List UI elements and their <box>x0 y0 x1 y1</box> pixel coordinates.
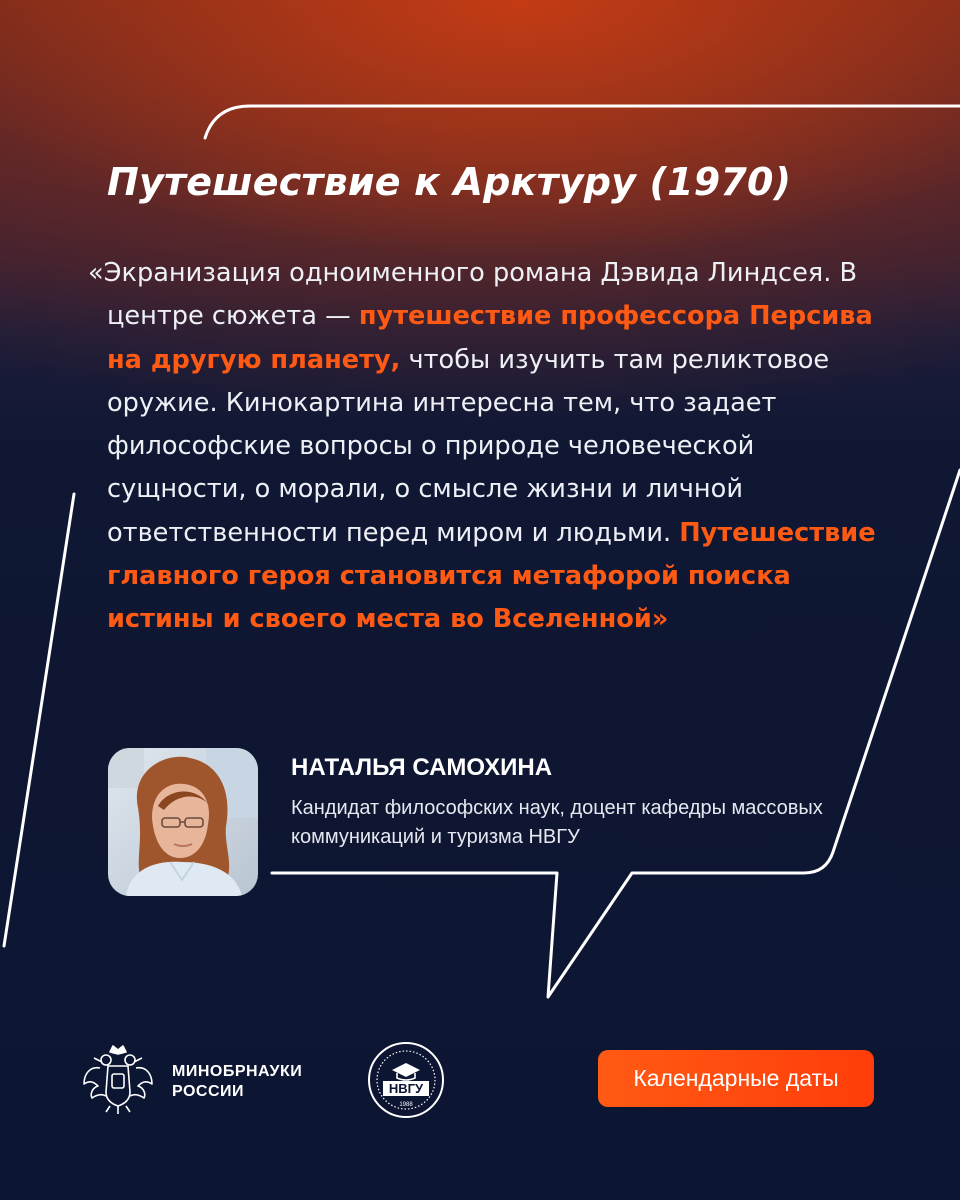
page-title: Путешествие к Арктуру (1970) <box>107 160 792 204</box>
ministry-line-1: МИНОБРНАУКИ <box>172 1063 303 1080</box>
author-photo <box>108 748 258 896</box>
quote-text <box>88 252 897 642</box>
calendar-dates-badge[interactable]: Календарные даты <box>598 1050 874 1107</box>
university-abbr: НВГУ <box>388 1081 424 1096</box>
author-role: Кандидат философских наук, доцент кафедры массовых коммуникаций и туризма НВГУ <box>291 797 823 848</box>
university-logo-icon <box>366 1040 446 1120</box>
quote-highlight-2: Путешествие главного героя становится метафорой поиска истины и своего места во Вселенной» <box>107 517 876 635</box>
author-portrait-image <box>108 748 258 896</box>
quote-highlight-1: путешествие профессора Персива на другую планету, <box>107 301 873 375</box>
university-year: 1988 <box>399 1102 413 1108</box>
author-name: НАТАЛЬЯ САМОХИНА <box>291 754 553 781</box>
ministry-name <box>172 1062 342 1102</box>
quote-text-part-2: чтобы изучить там реликтовое оружие. Кинокартина интересна тем, что задает философские вопросы о природе человеческой сущности, о морали, о смысле жизни и личной ответственности перед миром и людьми. <box>107 344 830 548</box>
ministry-line-2: РОССИИ <box>172 1083 245 1100</box>
double-headed-eagle-icon <box>80 1040 156 1116</box>
quote-text-part-1: «Экранизация одноименного романа Дэвида Линдсея. В центре сюжета — <box>88 258 858 332</box>
